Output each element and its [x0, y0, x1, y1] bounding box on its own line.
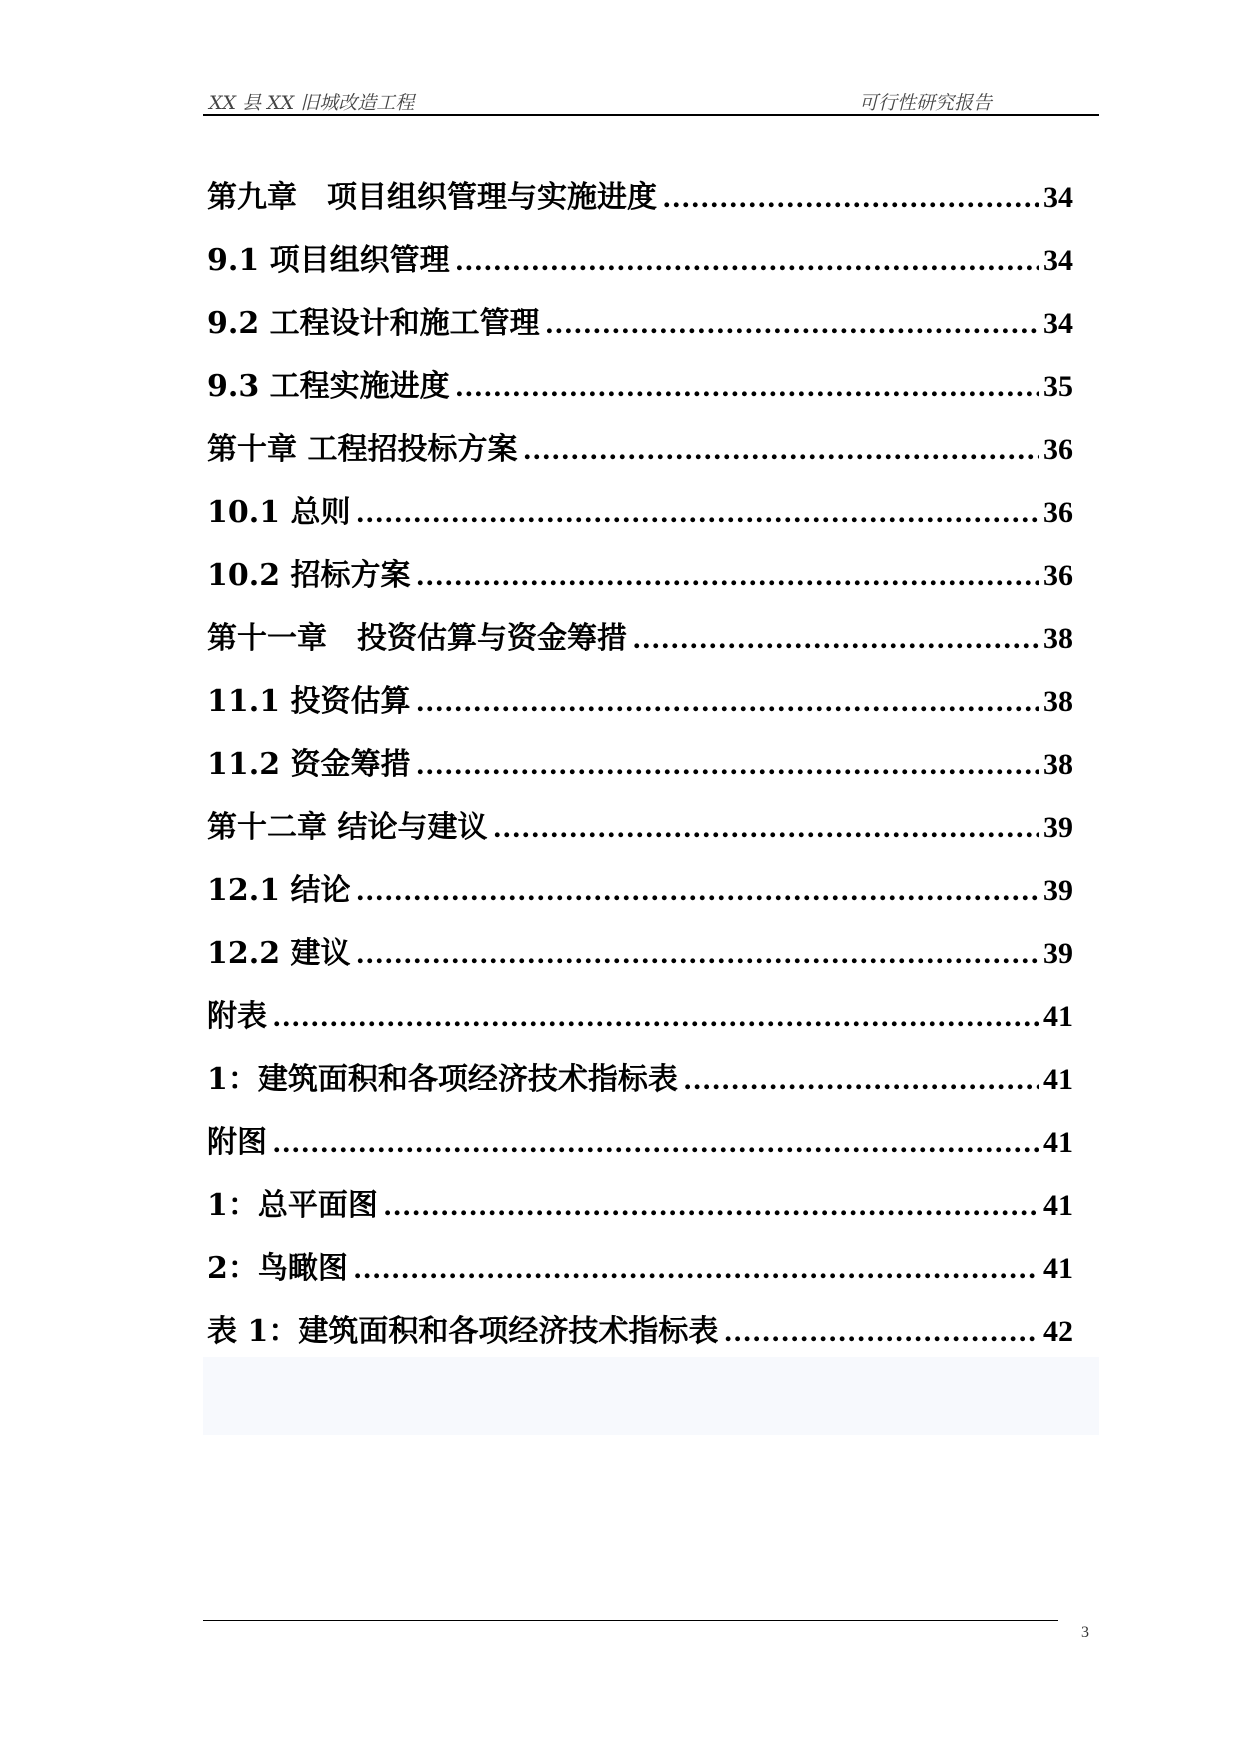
- dot-leader: [273, 985, 1039, 1048]
- toc-entry-title: 1：总平面图: [207, 1188, 378, 1223]
- dot-leader: [546, 292, 1039, 355]
- toc-entry-title: 第十二章 结论与建议: [207, 810, 488, 845]
- toc-entry[interactable]: [207, 733, 1073, 796]
- toc-entry-page: 41: [1043, 1189, 1073, 1222]
- toc-entry-title: 1：建筑面积和各项经济技术指标表: [207, 1062, 678, 1097]
- toc-entry-page: 36: [1043, 433, 1073, 466]
- toc-entry[interactable]: [207, 796, 1073, 859]
- toc-entry-page: 34: [1043, 181, 1073, 214]
- toc-entry-title: 第十一章 投资估算与资金筹措: [207, 621, 627, 656]
- toc-entry-title: 9.3 工程实施进度: [207, 369, 450, 404]
- dot-leader: [417, 544, 1039, 607]
- toc-entry-page: 39: [1043, 811, 1073, 844]
- table-of-contents: [207, 166, 1073, 1363]
- toc-entry-page: 34: [1043, 244, 1073, 277]
- dot-leader: [273, 1111, 1039, 1174]
- dot-leader: [456, 355, 1039, 418]
- toc-entry[interactable]: [207, 1237, 1073, 1300]
- dot-leader: [357, 859, 1039, 922]
- toc-entry-page: 35: [1043, 370, 1073, 403]
- toc-entry[interactable]: [207, 544, 1073, 607]
- toc-entry[interactable]: [207, 418, 1073, 481]
- toc-entry[interactable]: [207, 859, 1073, 922]
- toc-entry-title: 9.2 工程设计和施工管理: [207, 306, 540, 341]
- toc-entry[interactable]: [207, 1111, 1073, 1174]
- toc-entry-title: 第九章 项目组织管理与实施进度: [207, 180, 657, 215]
- footer-rule: [203, 1620, 1058, 1621]
- toc-entry-page: 39: [1043, 874, 1073, 907]
- header-report-type: 可行性研究报告: [859, 92, 993, 114]
- toc-entry[interactable]: [207, 1174, 1073, 1237]
- dot-leader: [684, 1048, 1039, 1111]
- toc-entry-title: 9.1 项目组织管理: [207, 243, 450, 278]
- toc-entry[interactable]: [207, 1048, 1073, 1111]
- toc-entry-title: 附图: [207, 1125, 267, 1160]
- toc-entry[interactable]: [207, 481, 1073, 544]
- dot-leader: [523, 418, 1039, 481]
- dot-leader: [724, 1300, 1039, 1363]
- dot-leader: [357, 922, 1039, 985]
- toc-entry[interactable]: [207, 1300, 1073, 1363]
- dot-leader: [384, 1174, 1039, 1237]
- toc-entry-page: 36: [1043, 496, 1073, 529]
- dot-leader: [357, 481, 1039, 544]
- header-project-name: XX 县 XX 旧城改造工程: [209, 92, 415, 114]
- toc-entry-page: 38: [1043, 748, 1073, 781]
- toc-entry-page: 41: [1043, 1000, 1073, 1033]
- toc-entry[interactable]: [207, 985, 1073, 1048]
- dot-leader: [663, 166, 1039, 229]
- toc-entry-title: 12.1 结论: [207, 873, 351, 908]
- toc-entry-page: 38: [1043, 622, 1073, 655]
- toc-entry-page: 39: [1043, 937, 1073, 970]
- toc-entry-title: 10.2 招标方案: [207, 558, 411, 593]
- toc-entry-page: 38: [1043, 685, 1073, 718]
- page-header: [203, 84, 1099, 116]
- toc-entry[interactable]: [207, 229, 1073, 292]
- toc-entry-title: 11.2 资金筹措: [207, 747, 411, 782]
- toc-entry-page: 36: [1043, 559, 1073, 592]
- page-number: 3: [1081, 1624, 1089, 1641]
- shaded-blank-area: [203, 1357, 1099, 1435]
- toc-entry[interactable]: [207, 166, 1073, 229]
- dot-leader: [354, 1237, 1039, 1300]
- dot-leader: [493, 796, 1039, 859]
- toc-entry[interactable]: [207, 922, 1073, 985]
- dot-leader: [456, 229, 1039, 292]
- dot-leader: [417, 670, 1039, 733]
- toc-entry-title: 附表: [207, 999, 267, 1034]
- toc-entry-title: 10.1 总则: [207, 495, 351, 530]
- toc-entry-page: 42: [1043, 1315, 1073, 1348]
- toc-entry-title: 2：鸟瞰图: [207, 1251, 348, 1286]
- toc-entry-title: 表 1：建筑面积和各项经济技术指标表: [207, 1314, 719, 1349]
- toc-entry[interactable]: [207, 607, 1073, 670]
- dot-leader: [417, 733, 1039, 796]
- dot-leader: [633, 607, 1039, 670]
- toc-entry-title: 11.1 投资估算: [207, 684, 411, 719]
- toc-entry-page: 34: [1043, 307, 1073, 340]
- toc-entry-page: 41: [1043, 1126, 1073, 1159]
- toc-entry-page: 41: [1043, 1063, 1073, 1096]
- toc-entry-title: 第十章 工程招投标方案: [207, 432, 518, 467]
- toc-entry[interactable]: [207, 292, 1073, 355]
- toc-entry[interactable]: [207, 670, 1073, 733]
- toc-entry[interactable]: [207, 355, 1073, 418]
- toc-entry-title: 12.2 建议: [207, 936, 351, 971]
- toc-entry-page: 41: [1043, 1252, 1073, 1285]
